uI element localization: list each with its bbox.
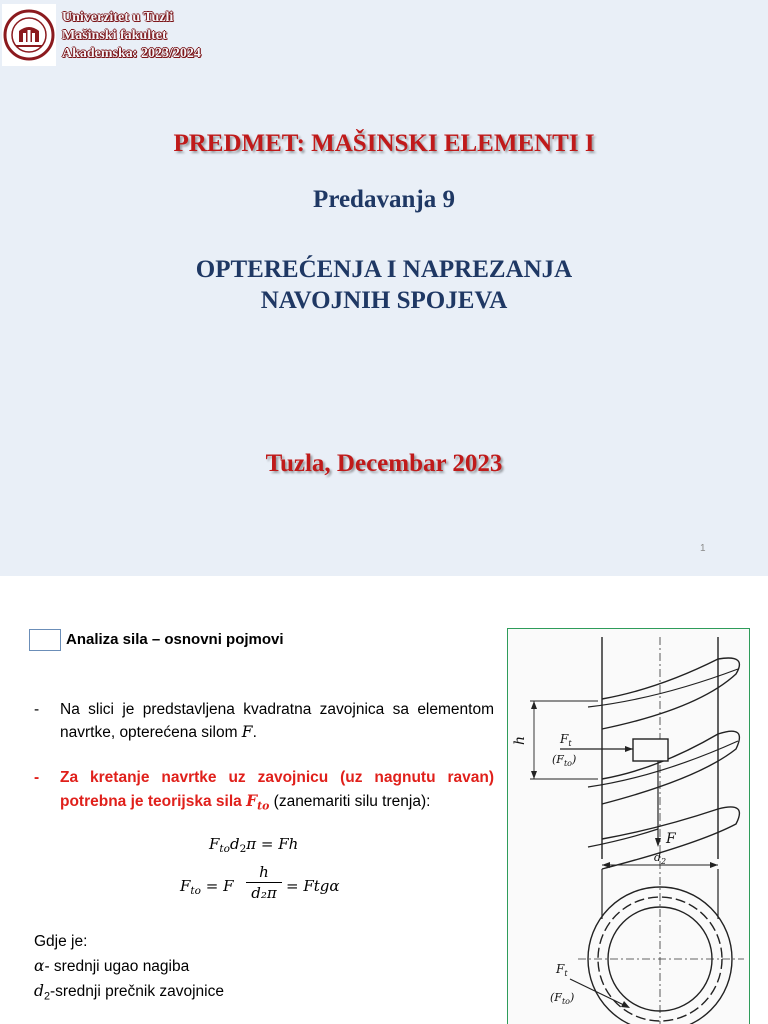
section-title: Analiza sila – osnovni pojmovi [66, 631, 284, 648]
academic-year: Akademska: 2023/2024 [62, 46, 201, 61]
eq2-fraction [246, 863, 282, 902]
d2-definition [34, 979, 224, 1008]
fig-ft-bottom: $F_t$ [556, 962, 568, 978]
place-date: Tuzla, Decembar 2023 [265, 450, 503, 477]
page-number: 1 [700, 543, 706, 554]
university-seal-icon [2, 4, 56, 66]
topic-line-2: NAVOJNIH SPOJEVA [260, 287, 508, 314]
p1-symbol: F [241, 723, 253, 741]
force-analysis-slide: Analiza sila – osnovni pojmovi - Na slici je predstavljena kvadratna zavojnica sa elementom navrtke, opterećena silom F. - Za kretanje navrtke uz zavojnicu (uz nagnutu ravan) potrebna je teorijska sila $F_{to}$ (zanemariti silu trenja): $F_{to}d_2\pi = Fh$ $F_{to} = F$ h d₂π = Ftgα Gdje je: α- srednji ugao nagiba $d_2$-srednji prečnik zavojnice h $F_t$ $(F_{to})$ F $d_2$ $F_t$ $(F_{to})$ [0, 610, 768, 1024]
dash-bullet: - [34, 769, 40, 786]
dash-bullet: - [34, 701, 40, 718]
fig-fto-top: $(F_{to})$ [552, 753, 577, 768]
lecture-number: Predavanja 9 [313, 186, 455, 213]
alpha-desc: - srednji ugao nagiba [44, 958, 190, 975]
d2-sub: 2 [43, 990, 50, 1003]
eq2-denominator: d₂π [251, 884, 277, 902]
d2-desc: -srednji prečnik zavojnice [49, 983, 224, 1000]
alpha-symbol: α [34, 957, 45, 975]
fig-d2-label: $d_2$ [654, 851, 667, 866]
p2-symbol: F [246, 791, 258, 810]
paragraph-highlight [34, 766, 494, 817]
university-header [62, 9, 201, 63]
where-title: Gdje je: [34, 933, 88, 950]
definitions [34, 930, 224, 1008]
equation-1: $F_{to}d_2\pi = Fh$ [209, 835, 299, 856]
square-thread-drawing [508, 629, 749, 1024]
paragraph-description: - Na slici je predstavljena kvadratna zavojnica sa elementom navrtke, opterećena silom F. [34, 698, 494, 744]
p1-text: Na slici je predstavljena kvadratna zavojnica sa elementom navrtke, opterećena silom [60, 701, 494, 741]
faculty-name: Mašinski fakultet [62, 28, 167, 43]
fig-ft-top: $F_t$ [560, 732, 572, 748]
alpha-definition [34, 954, 224, 979]
eq2-rhs: = Ftgα [286, 877, 340, 895]
lecture-topic [0, 254, 768, 316]
course-title: PREDMET: MAŠINSKI ELEMENTI I [173, 130, 595, 157]
title-bullet-box [29, 629, 61, 651]
p2-text: Za kretanje navrtke uz zavojnicu (uz nagnutu ravan) potrebna je teorijska sila [60, 769, 494, 810]
p2-note: (zanemariti silu trenja): [273, 793, 431, 810]
p2-symbol-sub: to [257, 799, 270, 813]
fig-f-label: F [666, 831, 676, 847]
fig-h-label: h [512, 735, 528, 745]
eq2-numerator: h [259, 863, 269, 881]
topic-line-1: OPTEREĆENJA I NAPREZANJA [195, 256, 573, 283]
fig-fto-bottom: $(F_{to})$ [550, 991, 575, 1006]
d2-symbol: d [34, 982, 44, 1000]
university-name: Univerzitet u Tuzli [62, 10, 174, 25]
thread-figure [507, 628, 750, 1024]
